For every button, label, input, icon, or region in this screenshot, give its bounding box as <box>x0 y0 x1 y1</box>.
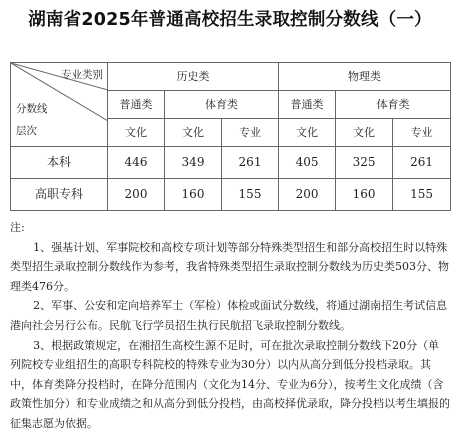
table-cell: 349 <box>165 147 222 179</box>
table-cell: 405 <box>279 147 336 179</box>
note-paragraph: 3、根据政策规定，在湘招生高校生源不足时，可在批次录取控制分数线下20分（单列院校专业组招生的高职专科院校的特殊专业为30分）以内从高分到低分投档录取。其中，体育类降分投档时，在降分范围内（文化为14分、专业为6分），按考生文化成绩（含政策性加分）和专业成绩之和从高分到低分投档，由高校择优录取，降分投档以考生填报的征集志愿为依据。 <box>10 338 450 430</box>
table-cell: 155 <box>222 179 279 211</box>
table-cell: 160 <box>165 179 222 211</box>
column-header: 专业 <box>393 119 451 147</box>
column-header: 文化 <box>108 119 165 147</box>
table-header-row <box>11 63 451 91</box>
row-label: 本科 <box>11 147 108 179</box>
column-header: 文化 <box>165 119 222 147</box>
group-header: 历史类 <box>108 63 279 91</box>
note-paragraph: 1、强基计划、军事院校和高校专项计划等部分特殊类型招生和部分高校招生时以特殊类型招生录取控制分数线作为参考，我省特殊类型招生录取控制分数线为历史类503分、物理类476分。 <box>10 240 449 293</box>
table-cell: 160 <box>336 179 393 211</box>
subgroup-header: 普通类 <box>279 91 336 119</box>
corner-label-middle: 分数线 <box>16 103 48 115</box>
table-row <box>11 147 451 179</box>
page-title: 湖南省2025年普通高校招生录取控制分数线（一） <box>28 10 432 30</box>
notes-heading: 注: <box>10 221 25 234</box>
corner-label-top: 专业类别 <box>61 69 103 81</box>
table-cell: 200 <box>279 179 336 211</box>
corner-label-bottom: 层次 <box>16 125 37 137</box>
score-table <box>10 62 451 211</box>
column-header: 文化 <box>279 119 336 147</box>
subgroup-header: 体育类 <box>165 91 279 119</box>
group-header: 物理类 <box>279 63 451 91</box>
subgroup-header: 普通类 <box>108 91 165 119</box>
column-header: 文化 <box>336 119 393 147</box>
table-cell: 261 <box>222 147 279 179</box>
subgroup-header: 体育类 <box>336 91 451 119</box>
table-cell: 325 <box>336 147 393 179</box>
table-cell: 155 <box>393 179 451 211</box>
table-row <box>11 179 451 211</box>
table-cell: 200 <box>108 179 165 211</box>
column-header: 专业 <box>222 119 279 147</box>
row-label: 高职专科 <box>11 179 108 211</box>
table-cell: 446 <box>108 147 165 179</box>
header-corner-cell <box>11 63 108 147</box>
notes-section <box>10 218 450 434</box>
table-cell: 261 <box>393 147 451 179</box>
note-paragraph: 2、军事、公安和定向培养军士（军检）体检或面试分数线，将通过湖南招生考试信息港向社会另行公布。民航飞行学员招生执行民航招飞录取控制分数线。 <box>10 299 448 332</box>
